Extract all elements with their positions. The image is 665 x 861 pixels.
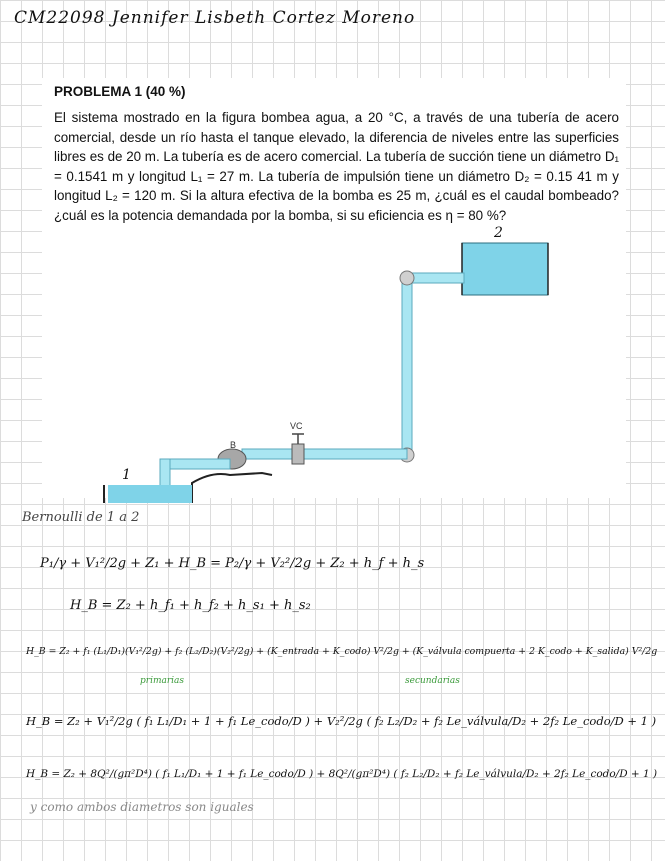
student-name-header: CM22098 Jennifer Lisbeth Cortez Moreno <box>14 8 416 28</box>
equation-flow: H_B = Z₂ + 8Q²/(gπ²D⁴) ( f₁ L₁/D₁ + 1 + f₁ Le_codo/D ) + 8Q²/(gπ²D⁴) ( f₂ L₂/D₂ + f₂ Le_válvula/D₂ + 2f₂ Le_codo/D + 1 ) <box>26 767 658 780</box>
label-primary-losses: primarias <box>140 676 185 686</box>
discharge-pipe-vertical <box>402 273 412 455</box>
equation-bernoulli: P₁/γ + V₁²/2g + Z₁ + H_B = P₂/γ + V₂²/2g + Z₂ + h_f + h_s <box>40 556 425 571</box>
gate-valve <box>292 444 304 464</box>
elbow-top <box>400 271 414 285</box>
point-1-label: 1 <box>122 467 131 483</box>
bernoulli-heading: Bernoulli de 1 a 2 <box>22 510 140 525</box>
valve-label: VC <box>290 421 303 431</box>
equation-losses: H_B = Z₂ + f₁ (L₁/D₁)(V₁²/2g) + f₂ (L₂/D₂)(V₂²/2g) + (K_entrada + K_codo) V²/2g + (K_válvula compuerta + 2 K_codo + K_salida) V²/2g <box>26 645 658 657</box>
pump-system-figure <box>42 223 626 503</box>
label-secondary-losses: secundarias <box>405 676 460 686</box>
problem-text: El sistema mostrado en la figura bombea agua, a 20 °C, a través de una tubería de acero comercial, desde un río hasta el tanque elevado, la diferencia de niveles entre las superficies libres es de 20 m. La tubería es de acero comercial. La tubería de succión tiene un diámetro D₁ = 0.1541 m y longitud L₁ = 27 m. La tubería de impulsión tiene un diámetro D₂ = 0.15 41 m y longitud L₂ = 120 m. Si la altura efectiva de la bomba es 25 m, ¿cuál es el caudal bombeado? ¿cuál es la potencia demandada por la bomba, si su eficiencia es η = 80 %? <box>54 110 620 223</box>
equation-grouped: H_B = Z₂ + V₁²/2g ( f₁ L₁/D₁ + 1 + f₁ Le_codo/D ) + V₂²/2g ( f₂ L₂/D₂ + f₂ Le_válvula/D₂ + 2f₂ Le_codo/D + 1 ) <box>26 714 657 728</box>
problem-title: PROBLEMA 1 (40 %) <box>54 84 186 99</box>
equal-diameters-note: y como ambos diametros son iguales <box>30 800 254 814</box>
point-2-label: 2 <box>494 225 503 241</box>
discharge-pipe-horizontal <box>242 449 407 459</box>
equation-pump-head: H_B = Z₂ + h_f₁ + h_f₂ + h_s₁ + h_s₂ <box>70 598 311 613</box>
upper-tank <box>462 243 548 295</box>
problem-statement <box>42 78 626 498</box>
river-water <box>108 485 192 503</box>
pump-label: B <box>230 440 237 450</box>
